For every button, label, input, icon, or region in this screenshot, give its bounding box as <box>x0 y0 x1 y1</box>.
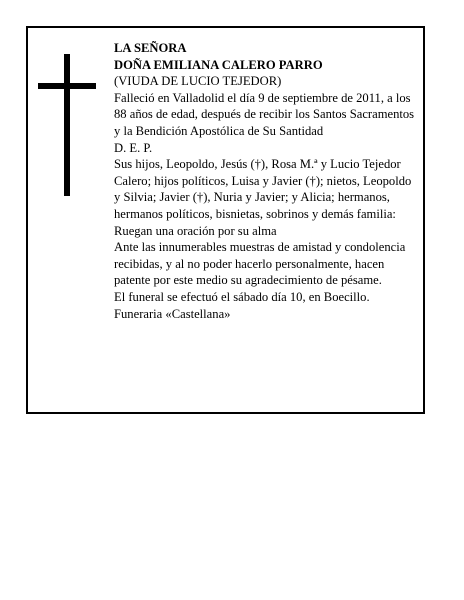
cross-icon <box>64 54 70 196</box>
thanks-paragraph: Ante las innumerables muestras de amistad y condolencia recibidas, y al no poder hacerlo personalmente, hacen patente por este medio su agradecimiento de pésame. <box>114 240 406 288</box>
prayer-text: Ruegan una oración por su alma <box>114 223 277 238</box>
funeral-text: El funeral se efectuó el sábado día 10, en Boecillo. <box>114 289 370 304</box>
notice-body <box>114 40 420 322</box>
widow-of: (VIUDA DE LUCIO TEJEDOR) <box>114 74 282 89</box>
funeral-home: Funeraria «Castellana» <box>114 306 231 321</box>
rip-text: D. E. P. <box>114 140 153 155</box>
family-paragraph: Sus hijos, Leopoldo, Jesús (†), Rosa M.ª y Lucio Tejedor Calero; hijos políticos, Luisa y Javier (†); nietos, Leopoldo y Silvia; Javier (†), Nuria y Javier; y Alicia; hermanos, hermanos políticos, bisnietas, sobrinos y demás familia: <box>114 157 412 221</box>
deceased-name: DOÑA EMILIANA CALERO PARRO <box>114 57 323 72</box>
death-paragraph: Falleció en Valladolid el día 9 de septiembre de 2011, a los 88 años de edad, después de recibir los Santos Sacramentos y la Bendición Apostólica de Su Santidad <box>114 90 415 138</box>
cross-icon-crossbar <box>38 83 96 89</box>
notice-heading: LA SEÑORA <box>114 41 187 55</box>
